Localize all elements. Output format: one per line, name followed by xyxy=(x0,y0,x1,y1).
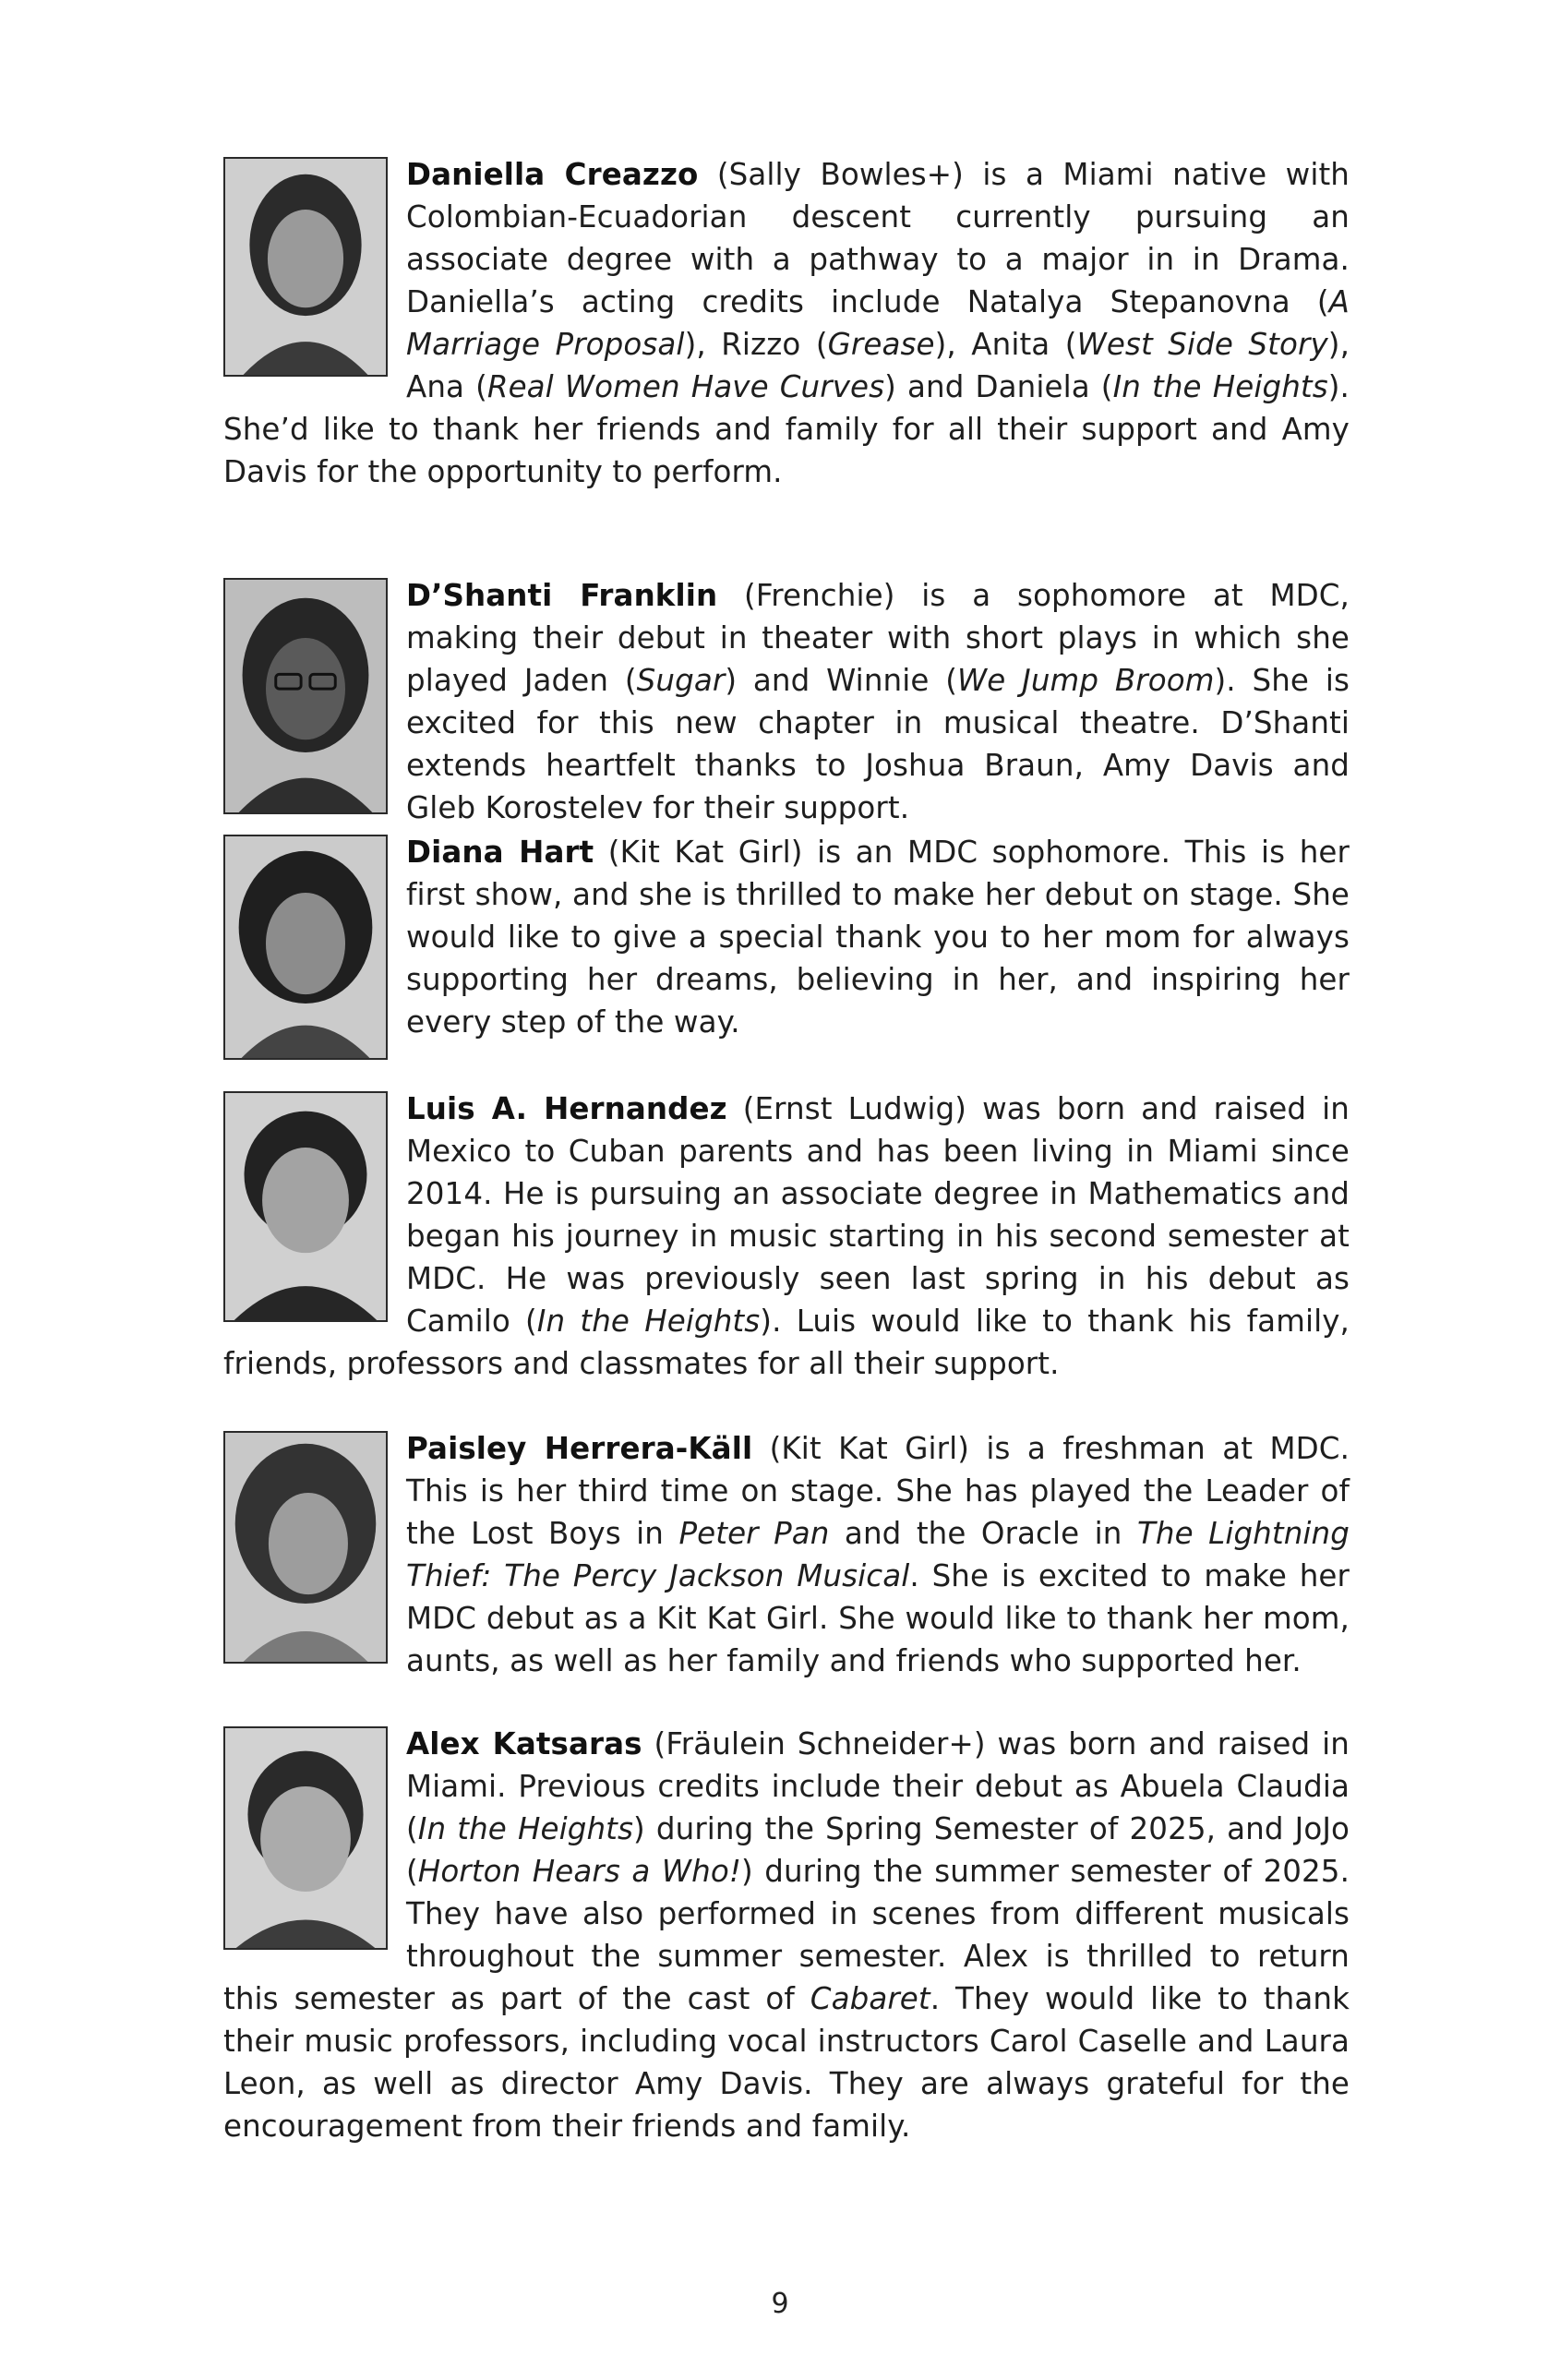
portrait-image xyxy=(225,1728,386,1948)
bio-name: Luis A. Hernandez xyxy=(406,1091,727,1126)
page-number: 9 xyxy=(771,2288,789,2320)
bio-diana-hart xyxy=(223,831,1350,1060)
headshot-photo xyxy=(223,1726,388,1950)
bio-name: Alex Katsaras xyxy=(406,1726,642,1761)
bio-text: Luis A. Hernandez (Ernst Ludwig) was born and raised in Mexico to Cuban parents and has been living in Miami since 2014. He is pursuing an associate degree in Mathematics and began his journey in music starting in his second semester at MDC. He was previously seen last spring in his debut as Camilo (In the Heights). Luis would like to thank his family, friends, professors and classmates for all their support. xyxy=(223,1091,1350,1381)
bio-luis-a-hernandez xyxy=(223,1088,1350,1385)
bio-paisley-herrera-kall xyxy=(223,1427,1350,1682)
bio-name: Daniella Creazzo xyxy=(406,157,699,192)
bio-dshanti-franklin xyxy=(223,574,1350,829)
portrait-image xyxy=(225,1433,386,1662)
bio-text: Paisley Herrera-Käll (Kit Kat Girl) is a freshman at MDC. This is her third time on stage. She has played the Leader of the Lost Boys in Peter Pan and the Oracle in The Lightning Thief: The Percy Jackson Musical. She is excited to make her MDC debut as a Kit Kat Girl. She would like to thank her mom, aunts, as well as her family and friends who supported her. xyxy=(406,1431,1350,1678)
bio-alex-katsaras xyxy=(223,1723,1350,2147)
headshot-photo xyxy=(223,1091,388,1322)
bio-text: D’Shanti Franklin (Frenchie) is a sophomore at MDC, making their debut in theater with short plays in which she played Jaden (Sugar) and Winnie (We Jump Broom). She is excited for this new chapter in musical theatre. D’Shanti extends heartfelt thanks to Joshua Braun, Amy Davis and Gleb Korostelev for their support. xyxy=(406,578,1350,825)
bio-text: Alex Katsaras (Fräulein Schneider+) was born and raised in Miami. Previous credits include their debut as Abuela Claudia (In the Heights) during the Spring Semester of 2025, and JoJo (Horton Hears a Who!) during the summer semester of 2025. They have also performed in scenes from different musicals throughout the summer semester. Alex is thrilled to return this semester as part of the cast of Cabaret. They would like to thank their music professors, including vocal instructors Carol Caselle and Laura Leon, as well as director Amy Davis. They are always grateful for the encouragement from their friends and family. xyxy=(223,1726,1350,2144)
bio-name: D’Shanti Franklin xyxy=(406,578,718,613)
headshot-photo xyxy=(223,1431,388,1664)
bio-name: Paisley Herrera-Käll xyxy=(406,1431,753,1466)
portrait-image xyxy=(225,159,386,375)
bio-daniella-creazzo xyxy=(223,153,1350,493)
headshot-photo xyxy=(223,835,388,1060)
portrait-image xyxy=(225,580,386,812)
bio-text: Diana Hart (Kit Kat Girl) is an MDC sophomore. This is her first show, and she is thrilled to make her debut on stage. She would like to give a special thank you to her mom for always supporting her dreams, believing in her, and inspiring her every step of the way. xyxy=(406,835,1350,1040)
headshot-photo xyxy=(223,578,388,814)
portrait-image xyxy=(225,1093,386,1320)
bio-name: Diana Hart xyxy=(406,835,594,870)
bio-text: Daniella Creazzo (Sally Bowles+) is a Miami native with Colombian-Ecuadorian descent currently pursuing an associate degree with a pathway to a major in in Drama. Daniella’s acting credits include Natalya Stepanovna (A Marriage Proposal), Rizzo (Grease), Anita (West Side Story), Ana (Real Women Have Curves) and Daniela (In the Heights). She’d like to thank her friends and family for all their support and Amy Davis for the opportunity to perform. xyxy=(223,157,1350,489)
headshot-photo xyxy=(223,157,388,377)
portrait-image xyxy=(225,836,386,1058)
